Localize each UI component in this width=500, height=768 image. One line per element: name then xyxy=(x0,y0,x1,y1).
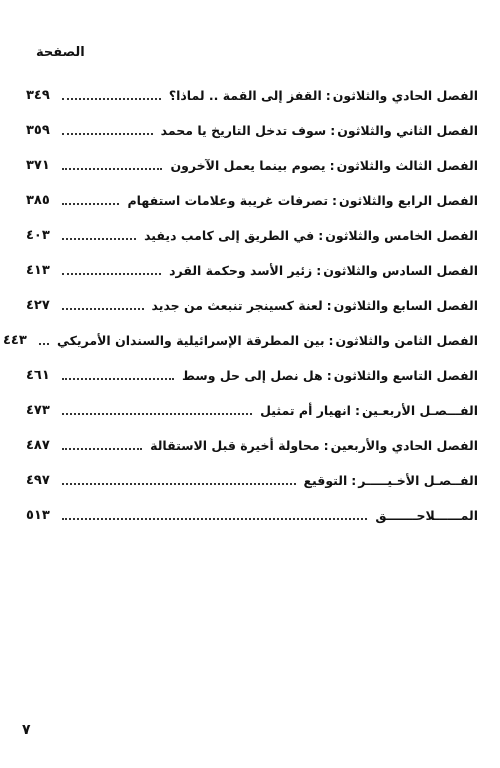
page-number: ٥١٣ xyxy=(26,508,50,523)
chapter-title: بين المطرقة الإسرائيلية والسندان الأمريكي xyxy=(57,333,325,348)
separator: : xyxy=(323,438,329,453)
page-number: ٤٠٣ xyxy=(26,228,50,243)
dot-leader xyxy=(62,238,136,240)
page-number: ٤٦١ xyxy=(26,368,50,383)
chapter-label: الفــصـل الأخـيـــــر xyxy=(358,473,478,488)
toc-entry xyxy=(26,218,478,253)
chapter-title: انهيار أم تمثيل xyxy=(260,403,351,418)
page-column-header: الصفحة xyxy=(36,45,85,60)
separator: : xyxy=(325,88,331,103)
separator: : xyxy=(326,368,332,383)
dot-leader xyxy=(39,343,49,345)
dot-leader xyxy=(62,518,367,520)
toc-entry xyxy=(26,358,478,393)
chapter-title: تصرفات غريبة وعلامات استفهام xyxy=(127,193,329,208)
dot-leader xyxy=(62,133,153,135)
chapter-title: زئير الأسد وحكمة القرد xyxy=(169,263,313,278)
toc-entry xyxy=(26,393,478,428)
page-number: ٣٧١ xyxy=(26,158,50,173)
chapter-label: الفصل الحادي والثلاثون xyxy=(332,88,478,103)
page-number: ٣٤٩ xyxy=(26,88,50,103)
chapter-title: القفز إلى القمة .. لماذا؟ xyxy=(168,88,322,103)
separator: : xyxy=(328,333,334,348)
chapter-label: الفصل الثالث والثلاثون xyxy=(336,158,478,173)
toc-entry xyxy=(26,288,478,323)
page-number: ٤١٣ xyxy=(26,263,50,278)
page-number: ٣٥٩ xyxy=(26,123,50,138)
separator: : xyxy=(326,298,332,313)
dot-leader xyxy=(62,378,174,380)
dot-leader xyxy=(62,308,144,310)
dot-leader xyxy=(62,203,119,205)
toc-entry xyxy=(3,323,478,358)
chapter-title: سوف تدخل التاريخ يا محمد xyxy=(160,123,327,138)
dot-leader xyxy=(62,98,161,100)
chapter-title: محاولة أخيرة قبل الاستقالة xyxy=(150,438,320,453)
separator: : xyxy=(330,123,336,138)
chapter-title: يصوم بينما يعمل الآخرون xyxy=(170,158,326,173)
page-number: ٤٨٧ xyxy=(26,438,50,453)
toc-entry xyxy=(26,498,478,533)
folio-page-number: ٧ xyxy=(22,722,31,738)
separator: : xyxy=(329,158,335,173)
toc-entry xyxy=(26,78,478,113)
dot-leader xyxy=(62,413,252,415)
chapter-label: المــــــلاحـــــــق xyxy=(375,508,478,523)
chapter-label: الفصل الرابع والثلاثون xyxy=(339,193,478,208)
separator: : xyxy=(316,263,322,278)
page-number: ٤٧٣ xyxy=(26,403,50,418)
chapter-title: هل نصل إلى حل وسط xyxy=(182,368,323,383)
chapter-label: الفصل الثامن والثلاثون xyxy=(335,333,478,348)
toc-entry xyxy=(26,183,478,218)
page-number: ٤٤٣ xyxy=(3,333,27,348)
separator: : xyxy=(351,473,357,488)
separator: : xyxy=(318,228,324,243)
page-number: ٤٩٧ xyxy=(26,473,50,488)
toc-entry xyxy=(26,253,478,288)
table-of-contents xyxy=(3,78,478,533)
separator: : xyxy=(354,403,360,418)
dot-leader xyxy=(62,483,296,485)
separator: : xyxy=(332,193,338,208)
toc-entry xyxy=(26,148,478,183)
chapter-label: الفصل السابع والثلاثون xyxy=(333,298,478,313)
chapter-label: الفصل السادس والثلاثون xyxy=(323,263,478,278)
page-number: ٣٨٥ xyxy=(26,193,50,208)
page-number: ٤٢٧ xyxy=(26,298,50,313)
toc-entry xyxy=(26,113,478,148)
chapter-label: الفصل الثاني والثلاثون xyxy=(337,123,478,138)
chapter-label: الفصل التاسع والثلاثون xyxy=(333,368,478,383)
dot-leader xyxy=(62,273,161,275)
chapter-title: في الطريق إلى كامب ديفيد xyxy=(144,228,315,243)
chapter-title: التوقيع xyxy=(303,473,348,488)
chapter-title: لعنة كسينجر تنبعث من جديد xyxy=(151,298,323,313)
toc-entry xyxy=(26,428,478,463)
chapter-label: الفـــصـل الأربعـين xyxy=(361,403,478,418)
chapter-label: الفصل الخامس والثلاثون xyxy=(325,228,478,243)
dot-leader xyxy=(62,168,162,170)
toc-entry xyxy=(26,463,478,498)
chapter-label: الفصل الحادي والأربعين xyxy=(330,438,478,453)
dot-leader xyxy=(62,448,142,450)
